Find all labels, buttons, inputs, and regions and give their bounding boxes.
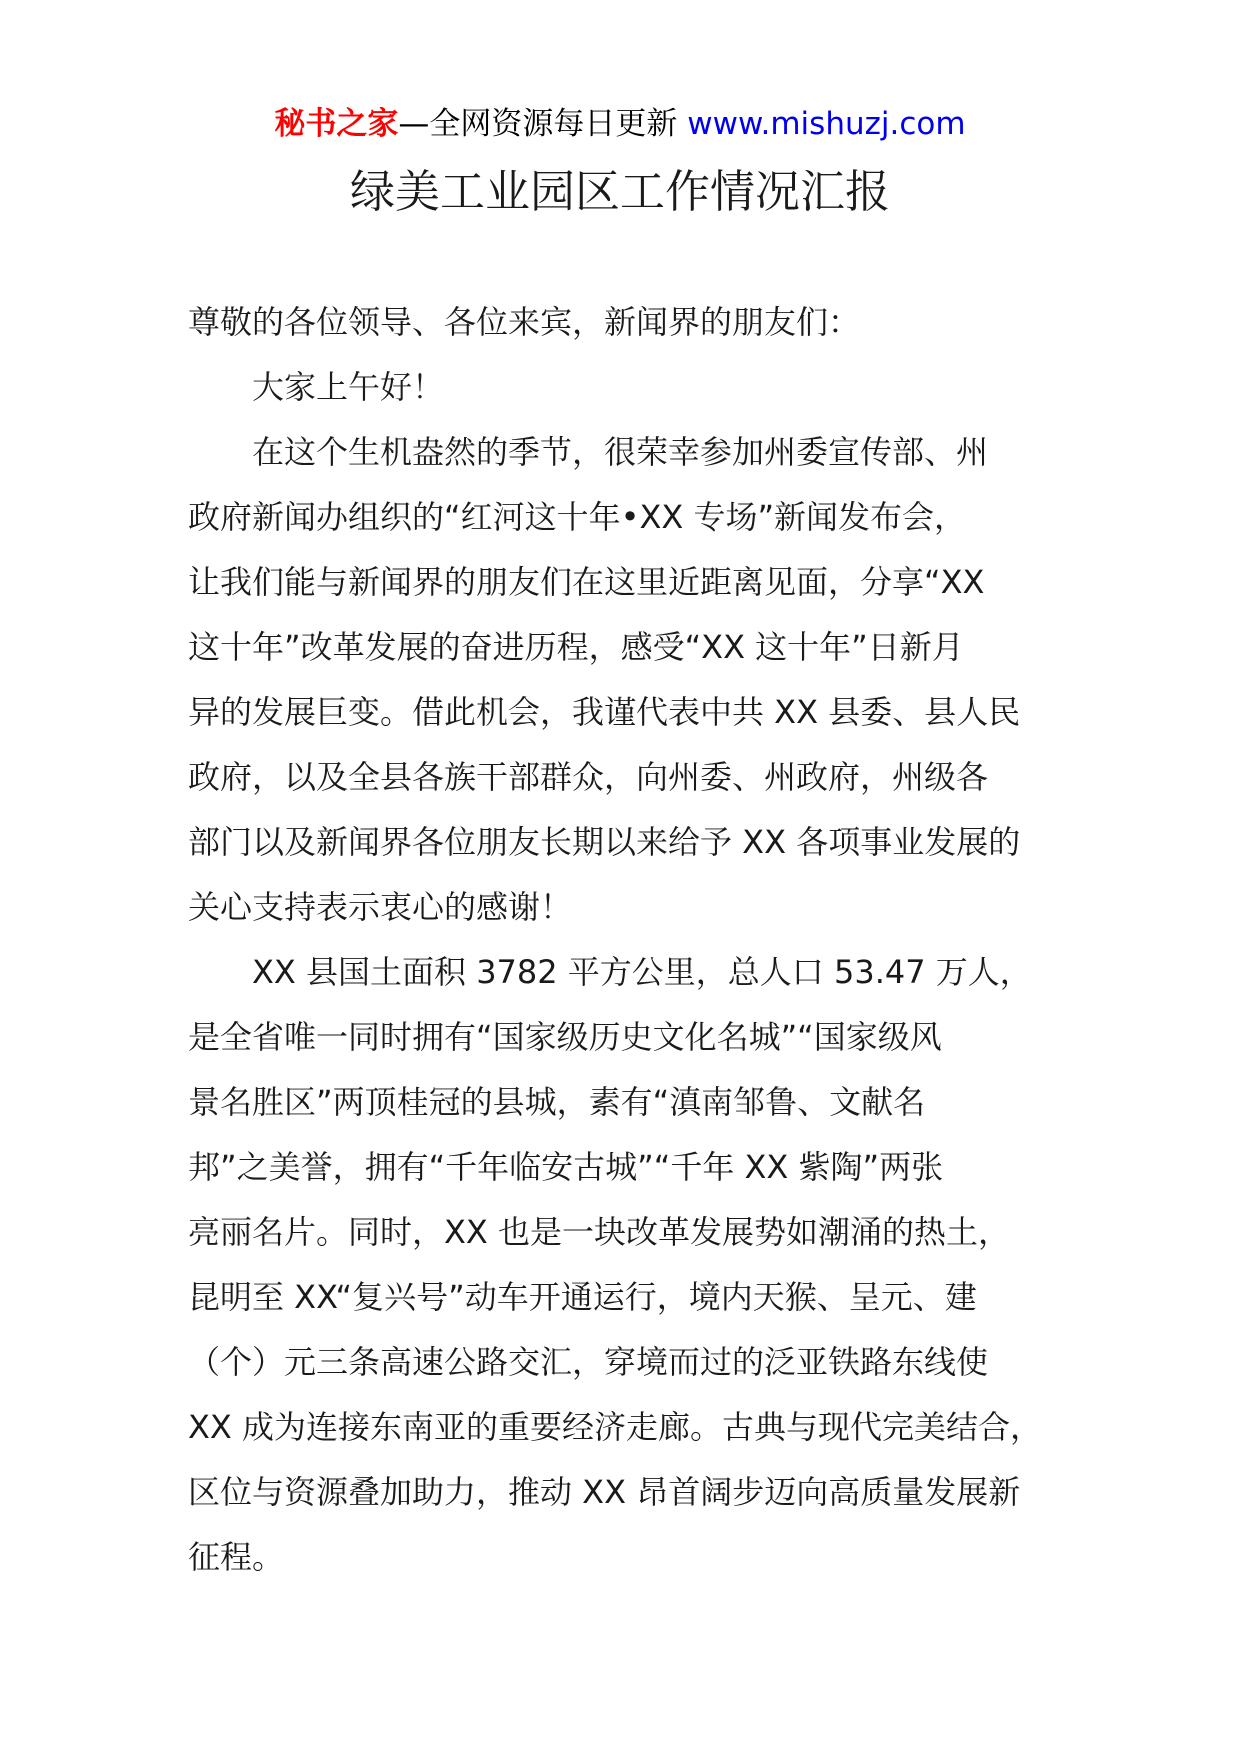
paragraph-line: 政府，以及全县各族干部群众，向州委、州政府，州级各: [188, 758, 989, 796]
site-url-link[interactable]: www.mishuzj.com: [687, 106, 966, 142]
paragraph-intro: [188, 420, 1078, 940]
header-tagline: —全网资源每日更新: [398, 106, 678, 142]
paragraph-line: 邦”之美誉，拥有“千年临安古城”“千年 XX 紫陶”两张: [188, 1148, 944, 1186]
salutation: 尊敬的各位领导、各位来宾，新闻界的朋友们：: [188, 303, 861, 341]
paragraph-line: 昆明至 XX“复兴号”动车开通运行，境内天猴、呈元、建: [188, 1278, 977, 1316]
paragraph-line: 政府新闻办组织的“红河这十年•XX 专场”新闻发布会，: [188, 498, 967, 536]
paragraph-line: 景名胜区”两顶桂冠的县城，素有“滇南邹鲁、文献名: [188, 1083, 926, 1121]
paragraph-line: XX 县国土面积 3782 平方公里，总人口 53.47 万人，: [252, 953, 1032, 991]
document-title: 绿美工业园区工作情况汇报: [349, 165, 890, 218]
greeting: 大家上午好！: [252, 368, 445, 406]
paragraph-line: 这十年”改革发展的奋进历程，感受“XX 这十年”日新月: [188, 628, 964, 666]
paragraph-line: XX 成为连接东南亚的重要经济走廊。古典与现代完美结合，: [188, 1408, 1043, 1446]
paragraph-line: 区位与资源叠加助力，推动 XX 昂首阔步迈向高质量发展新: [188, 1473, 1021, 1511]
paragraph-line: （个）元三条高速公路交汇，穿境而过的泛亚铁路东线使: [188, 1343, 989, 1381]
paragraph-line: 在这个生机盎然的季节，很荣幸参加州委宣传部、州: [252, 433, 989, 471]
paragraph-line: 让我们能与新闻界的朋友们在这里近距离见面，分享“XX: [188, 563, 985, 601]
brand-name: 秘书之家: [274, 106, 399, 142]
paragraph-line: 部门以及新闻界各位朋友长期以来给予 XX 各项事业发展的: [188, 823, 1021, 861]
site-header: [0, 100, 1240, 148]
paragraph-line: 是全省唯一同时拥有“国家级历史文化名城”“国家级风: [188, 1018, 942, 1056]
paragraph-line: 征程。: [188, 1538, 285, 1576]
paragraph-county-overview: [188, 940, 1078, 1590]
paragraph-line: 亮丽名片。同时，XX 也是一块改革发展势如潮涌的热土，: [188, 1213, 1011, 1251]
document-body: [188, 290, 1078, 1590]
paragraph-line: 异的发展巨变。借此机会，我谨代表中共 XX 县委、县人民: [188, 693, 1021, 731]
paragraph-line: 关心支持表示衷心的感谢！: [188, 888, 573, 926]
